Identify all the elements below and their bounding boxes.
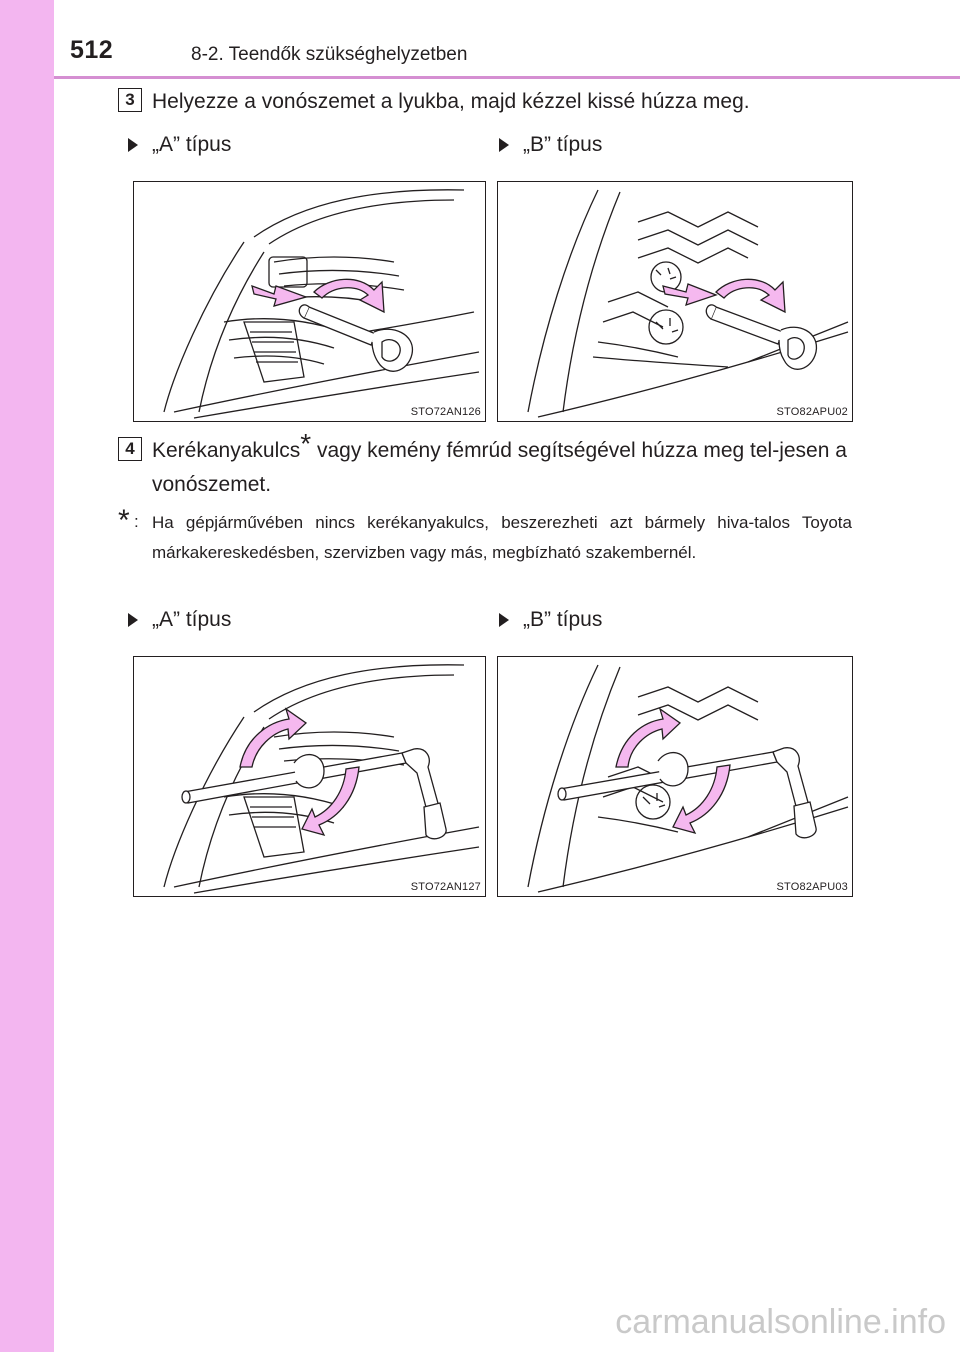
figure-code: STO82APU02: [776, 406, 848, 418]
illustration-tow-eye-insert-a: [134, 182, 485, 421]
illustration-wrench-tighten-b: [498, 657, 852, 896]
figure-step3-type-a: [133, 181, 486, 422]
page-number: 512: [70, 36, 114, 64]
step3-type-a-label: „A” típus: [152, 133, 232, 156]
bullet-triangle-icon: [499, 138, 509, 152]
side-tab: [0, 0, 54, 1352]
figure-code: STO82APU03: [776, 881, 848, 893]
illustration-wrench-tighten-a: [134, 657, 485, 896]
watermark: carmanualsonline.info: [615, 1303, 946, 1341]
bullet-triangle-icon: [499, 613, 509, 627]
figure-step4-type-b: [497, 656, 853, 897]
footnote-star: *: [300, 428, 312, 459]
figure-code: STO72AN127: [410, 881, 481, 893]
footnote-colon: :: [134, 512, 139, 531]
footnote-text: Ha gépjárművében nincs kerékanyakulcs, beszerezheti azt bármely hiva-talos Toyota márkakereskedésben, szervizben vagy más, megbízható szakembernél.: [152, 513, 852, 562]
figure-step4-type-a: [133, 656, 486, 897]
section-title: 8-2. Teendők szükséghelyzetben: [191, 44, 468, 65]
step-4-text: [152, 428, 852, 502]
footnote-marker: *: [118, 504, 130, 537]
step-number-3: 3: [118, 88, 142, 112]
step4-type-b-label: „B” típus: [523, 608, 603, 631]
header-rule: [54, 76, 960, 79]
step-4-text-end: vagy kemény fémrúd segítségével húzza meg tel-jesen a vonószemet.: [152, 439, 847, 496]
illustration-tow-eye-insert-b: [498, 182, 852, 421]
bullet-triangle-icon: [128, 613, 138, 627]
figure-code: STO72AN126: [410, 406, 481, 418]
step-4-text-start: Kerékanyakulcs: [152, 439, 301, 462]
step3-type-b-label: „B” típus: [523, 133, 603, 156]
bullet-triangle-icon: [128, 138, 138, 152]
step-3-text: Helyezze a vonószemet a lyukba, majd kézzel kissé húzza meg.: [152, 90, 750, 113]
step4-type-a-label: „A” típus: [152, 608, 232, 631]
step-number-4: 4: [118, 437, 142, 461]
figure-step3-type-b: [497, 181, 853, 422]
